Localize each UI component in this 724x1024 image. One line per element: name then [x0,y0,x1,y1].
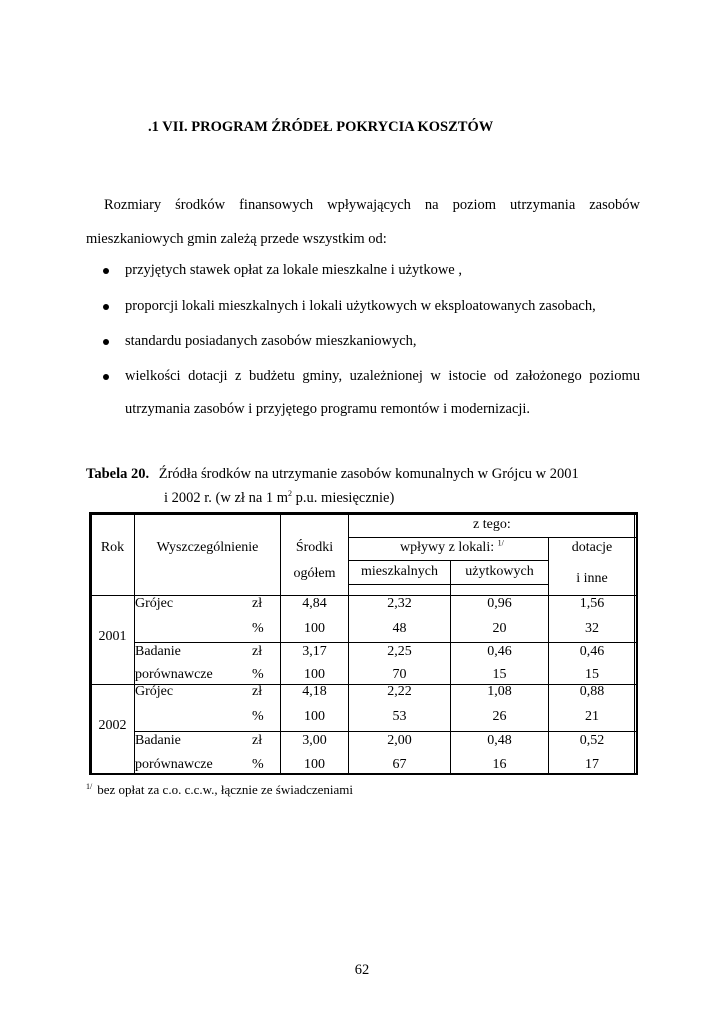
bullet-dot [103,339,109,345]
header-z-tego: z tego: [473,517,511,532]
unit-cell: zł [252,684,263,699]
year-cell: 2001 [98,629,127,644]
footnote-text: bez opłat za c.o. c.c.w., łącznie ze świadczeniami [97,782,354,797]
unit-cell: % [252,757,264,772]
value-cell: 3,17 [302,644,327,659]
value-cell: 100 [304,709,325,724]
value-cell: 67 [392,757,407,772]
row-name-continuation: porównawcze [135,757,213,772]
year-cell: 2002 [98,718,127,733]
header-dotacje: dotacje [571,540,613,555]
bullet-item: przyjętych stawek opłat za lokale mieszkalne i użytkowe , [125,262,462,278]
header-ogolem: ogółem [293,566,336,581]
header-wyszczegolnienie: Wyszczególnienie [156,540,259,555]
value-cell: 26 [492,709,507,724]
row-name: Badanie [135,644,181,659]
row-name-continuation: porównawcze [135,667,213,682]
table-caption [86,466,579,483]
bullet-item: proporcji lokali mieszkalnych i lokali użytkowych w eksploatowanych zasobach, [125,298,596,314]
row-name: Grójec [135,684,174,699]
header-uzytkowych: użytkowych [465,564,534,579]
value-cell: 17 [585,757,599,772]
footnote-reference: 1/ [497,538,504,548]
section-heading: .1 VII. PROGRAM ŹRÓDEŁ POKRYCIA KOSZTÓW [148,119,494,135]
table-caption-label: Tabela 20. [86,466,150,482]
table-caption-part: i 2002 r. (w zł na 1 m [164,490,289,506]
value-cell: 20 [492,621,507,636]
value-cell: 21 [585,709,599,724]
value-cell: 1,56 [579,596,605,611]
value-cell: 70 [392,667,407,682]
superscript: 2 [288,489,293,499]
header-mieszkalnych: mieszkalnych [361,564,438,579]
page-number: 62 [354,962,370,978]
unit-cell: % [252,667,264,682]
header-rok: Rok [100,540,125,555]
header-wplywy [400,540,504,556]
bullet-dot [103,268,109,274]
unit-cell: % [252,621,264,636]
value-cell: 15 [492,667,507,682]
bullet-dot [103,374,109,380]
value-cell: 0,46 [487,644,512,659]
header-i-inne: i inne [576,571,608,586]
table-caption-part: p.u. miesięcznie) [292,490,395,506]
header-srodki: Środki [295,540,334,555]
value-cell: 15 [585,667,599,682]
value-cell: 53 [392,709,407,724]
value-cell: 4,18 [302,684,327,699]
value-cell: 1,08 [487,684,512,699]
value-cell: 0,96 [487,596,512,611]
row-name: Grójec [135,596,174,611]
unit-cell: zł [252,644,263,659]
footnote-mark: 1/ [86,781,93,791]
value-cell: 0,52 [579,733,605,748]
value-cell: 0,88 [579,684,605,699]
unit-cell: zł [252,596,263,611]
row-name: Badanie [135,733,181,748]
footnote [86,782,353,798]
value-cell: 4,84 [302,596,327,611]
intro-line-2: mieszkaniowych gmin zależą przede wszystkim od: [86,231,387,247]
value-cell: 2,32 [387,596,412,611]
value-cell: 100 [304,621,325,636]
value-cell: 0,46 [579,644,605,659]
table-caption-line2 [164,490,394,507]
value-cell: 100 [304,667,325,682]
value-cell: 32 [585,621,599,636]
value-cell: 48 [392,621,407,636]
value-cell: 16 [492,757,507,772]
table-caption-text: Źródła środków na utrzymanie zasobów komunalnych w Grójcu w 2001 [158,466,579,482]
value-cell: 100 [304,757,325,772]
value-cell: 2,22 [387,684,412,699]
unit-cell: % [252,709,264,724]
value-cell: 2,00 [387,733,412,748]
bullet-item-continuation: utrzymania zasobów i przyjętego programu remontów i modernizacji. [125,401,531,417]
value-cell: 3,00 [302,733,327,748]
bullet-item: standardu posiadanych zasobów mieszkaniowych, [125,333,417,349]
intro-line-1: Rozmiary środków finansowych wpływających na poziom utrzymania zasobów [104,197,640,213]
unit-cell: zł [252,733,263,748]
bullet-item: wielkości dotacji z budżetu gminy, uzależnionej w istocie od założonego poziomu [125,368,640,384]
header-wplywy-label: wpływy z lokali: [400,540,495,555]
bullet-dot [103,304,109,310]
value-cell: 0,48 [487,733,512,748]
value-cell: 2,25 [387,644,412,659]
